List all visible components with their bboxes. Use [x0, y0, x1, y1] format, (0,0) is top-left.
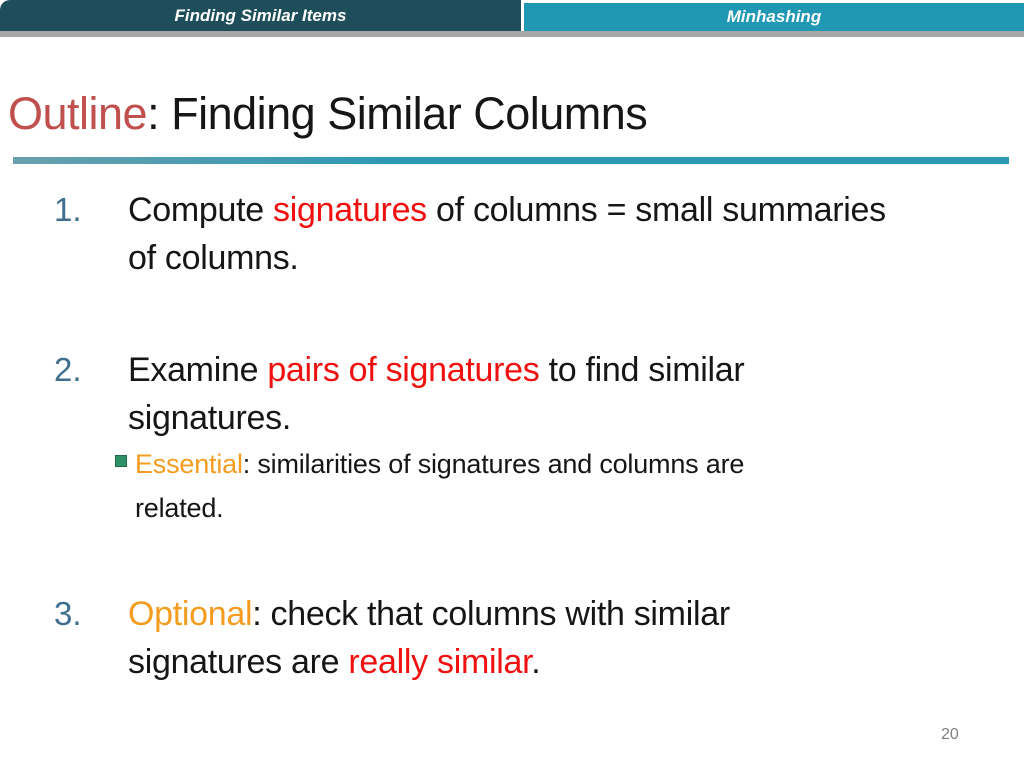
list-line: Compute signatures of columns = small summaries — [128, 191, 886, 229]
list-line: Essential: similarities of signatures and columns are — [135, 449, 745, 479]
list-item-1 — [0, 186, 1024, 282]
title-underline — [13, 157, 1009, 164]
sub-bullet-item — [0, 442, 1024, 530]
list-item-3 — [0, 590, 1024, 686]
square-bullet-icon — [115, 455, 127, 467]
list-line: Examine pairs of signatures to find similar — [128, 351, 745, 389]
header-tab-finding-similar-items — [0, 0, 521, 31]
list-line: signatures are really similar. — [128, 643, 541, 681]
list-line: Optional: check that columns with similar — [128, 595, 730, 633]
title-accent-text: Outline — [8, 88, 148, 139]
list-number: 1. — [54, 191, 82, 228]
header-tab-left-label: Finding Similar Items — [174, 5, 347, 25]
list-text — [128, 186, 1024, 282]
list-item-2 — [0, 346, 1024, 442]
list-number: 2. — [54, 351, 82, 388]
page-title — [8, 88, 647, 140]
header-tab-right-label: Minhashing — [726, 7, 822, 26]
list-number: 3. — [54, 595, 82, 632]
list-line: signatures. — [128, 399, 292, 437]
title-rest-text: : Finding Similar Columns — [147, 88, 648, 139]
list-text — [128, 346, 1024, 442]
header-divider — [0, 31, 1024, 37]
list-text — [128, 590, 1024, 686]
page-number: 20 — [941, 726, 959, 743]
list-line: of columns. — [128, 239, 299, 277]
list-line: related. — [135, 493, 224, 523]
list-text — [135, 442, 1024, 530]
header-tab-minhashing — [524, 3, 1024, 31]
